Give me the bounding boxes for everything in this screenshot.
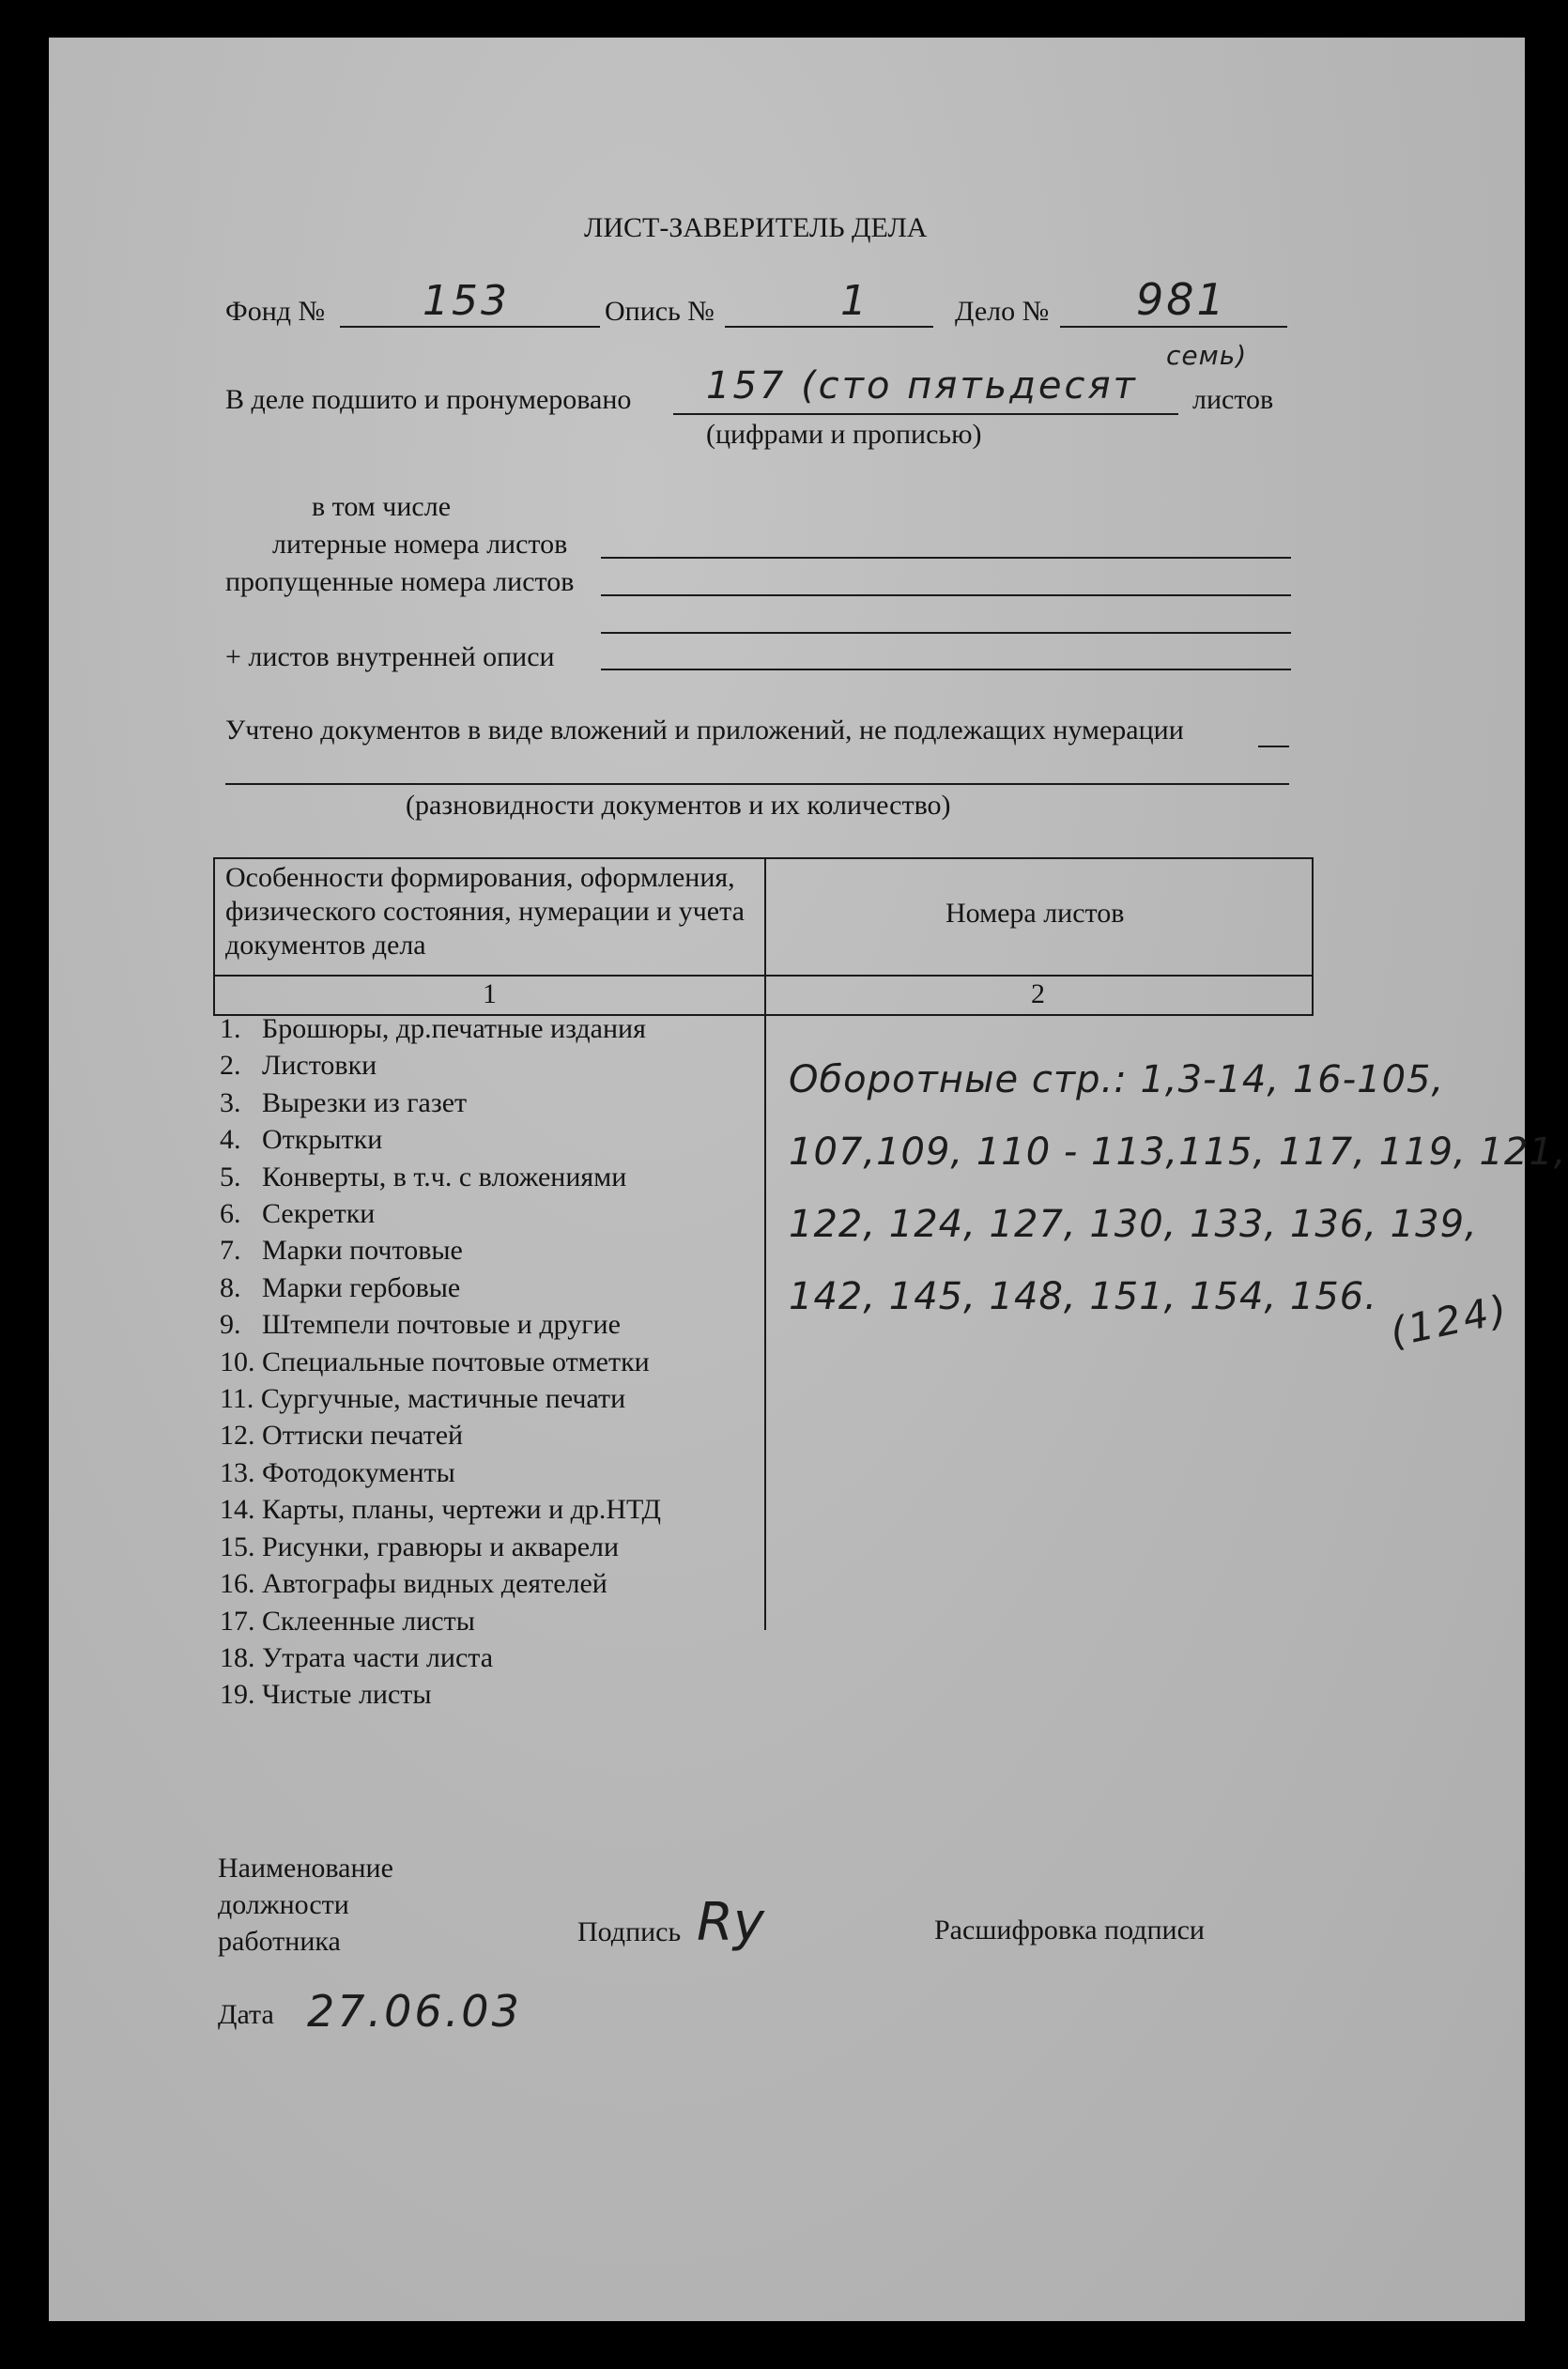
fond-value: 153: [423, 277, 510, 325]
fond-line: [340, 326, 600, 328]
sheets-suffix: листов: [1192, 384, 1274, 415]
list-item: 11. Сургучные, мастичные печати: [220, 1383, 626, 1415]
list-item: 15. Рисунки, гравюры и акварели: [220, 1531, 620, 1562]
skipped-line: [601, 594, 1291, 596]
document-title: ЛИСТ-ЗАВЕРИТЕЛЬ ДЕЛА: [584, 212, 928, 243]
lettered-label: литерные номера листов: [272, 529, 568, 560]
list-item: 7. Марки почтовые: [220, 1235, 463, 1267]
features-list: [220, 1010, 661, 1714]
date-value: 27.06.03: [307, 1986, 522, 2037]
list-item: 8. Марки гербовые: [220, 1271, 461, 1303]
table-divider: [764, 857, 766, 1630]
list-item: 13. Фотодокументы: [220, 1456, 455, 1488]
opis-line: [725, 326, 933, 328]
inner-inventory-line: [601, 669, 1291, 670]
list-item: 14. Карты, планы, чертежи и др.НТД: [220, 1494, 661, 1526]
delo-label: Дело №: [955, 296, 1050, 327]
delo-value: 981: [1136, 274, 1227, 325]
sheets-label: В деле подшито и пронумеровано: [225, 384, 632, 415]
handwritten-line: 122, 124, 127, 130, 133, 136, 139,: [789, 1203, 1478, 1246]
including-heading: в том числе: [312, 491, 452, 522]
signature-label: Подпись: [577, 1916, 682, 1947]
handwritten-line: 142, 145, 148, 151, 154, 156.: [789, 1275, 1377, 1318]
handwritten-line: 107,109, 110 - 113,115, 117, 119, 121,: [789, 1131, 1567, 1174]
list-item: 5. Конверты, в т.ч. с вложениями: [220, 1161, 627, 1192]
position-label: Наименование должности работника: [218, 1853, 393, 1957]
opis-label: Опись №: [605, 296, 715, 327]
col2-header: Номера листов: [945, 898, 1125, 929]
handwritten-total: (124): [1386, 1285, 1514, 1356]
list-item: 2. Листовки: [220, 1050, 377, 1082]
list-item: 16. Автографы видных деятелей: [220, 1568, 607, 1600]
sheets-value-extra: семь): [1166, 340, 1248, 371]
lettered-line: [601, 557, 1291, 559]
table-header-bottom: [213, 975, 1312, 977]
opis-value: 1: [840, 277, 869, 325]
list-item: 12. Оттиски печатей: [220, 1420, 464, 1452]
list-item: 6. Секретки: [220, 1198, 376, 1230]
sheet-numbers-handwritten: [789, 1044, 1567, 1333]
skipped-line-2: [601, 632, 1291, 634]
list-item: 3. Вырезки из газет: [220, 1086, 468, 1118]
col2-number: 2: [1031, 978, 1045, 1009]
list-item: 1. Брошюры, др.печатные издания: [220, 1013, 646, 1044]
date-label: Дата: [218, 1999, 274, 2030]
sheets-line: [673, 413, 1178, 415]
handwritten-line: Оборотные стр.: 1,3-14, 16-105,: [789, 1058, 1445, 1101]
list-item: 9. Штемпели почтовые и другие: [220, 1309, 621, 1341]
skipped-label: пропущенные номера листов: [225, 566, 575, 597]
list-item: 19. Чистые листы: [220, 1679, 432, 1711]
inner-inventory-label: + листов внутренней описи: [225, 641, 555, 672]
decode-label: Расшифровка подписи: [934, 1915, 1205, 1946]
list-item: 18. Утрата части листа: [220, 1641, 494, 1673]
fond-label: Фонд №: [225, 296, 326, 327]
list-item: 10. Специальные почтовые отметки: [220, 1346, 650, 1377]
document-page: [49, 38, 1567, 2321]
sheets-hint: (цифрами и прописью): [706, 419, 982, 450]
sheets-value: 157 (сто пятьдесят: [706, 364, 1138, 408]
accounted-line: [225, 783, 1289, 785]
accounted-line-end: [1258, 746, 1289, 747]
col1-header: Особенности формирования, оформления, физического состояния, нумерации и учета документов дела: [225, 862, 745, 961]
list-item: 17. Склеенные листы: [220, 1605, 475, 1637]
accounted-hint: (разновидности документов и их количество): [406, 790, 951, 821]
signature-value: Ry: [697, 1892, 765, 1953]
delo-line: [1060, 326, 1287, 328]
list-item: 4. Открытки: [220, 1124, 383, 1156]
accounted-label: Учтено документов в виде вложений и приложений, не подлежащих нумерации: [225, 715, 1184, 746]
col1-number: 1: [483, 978, 497, 1009]
